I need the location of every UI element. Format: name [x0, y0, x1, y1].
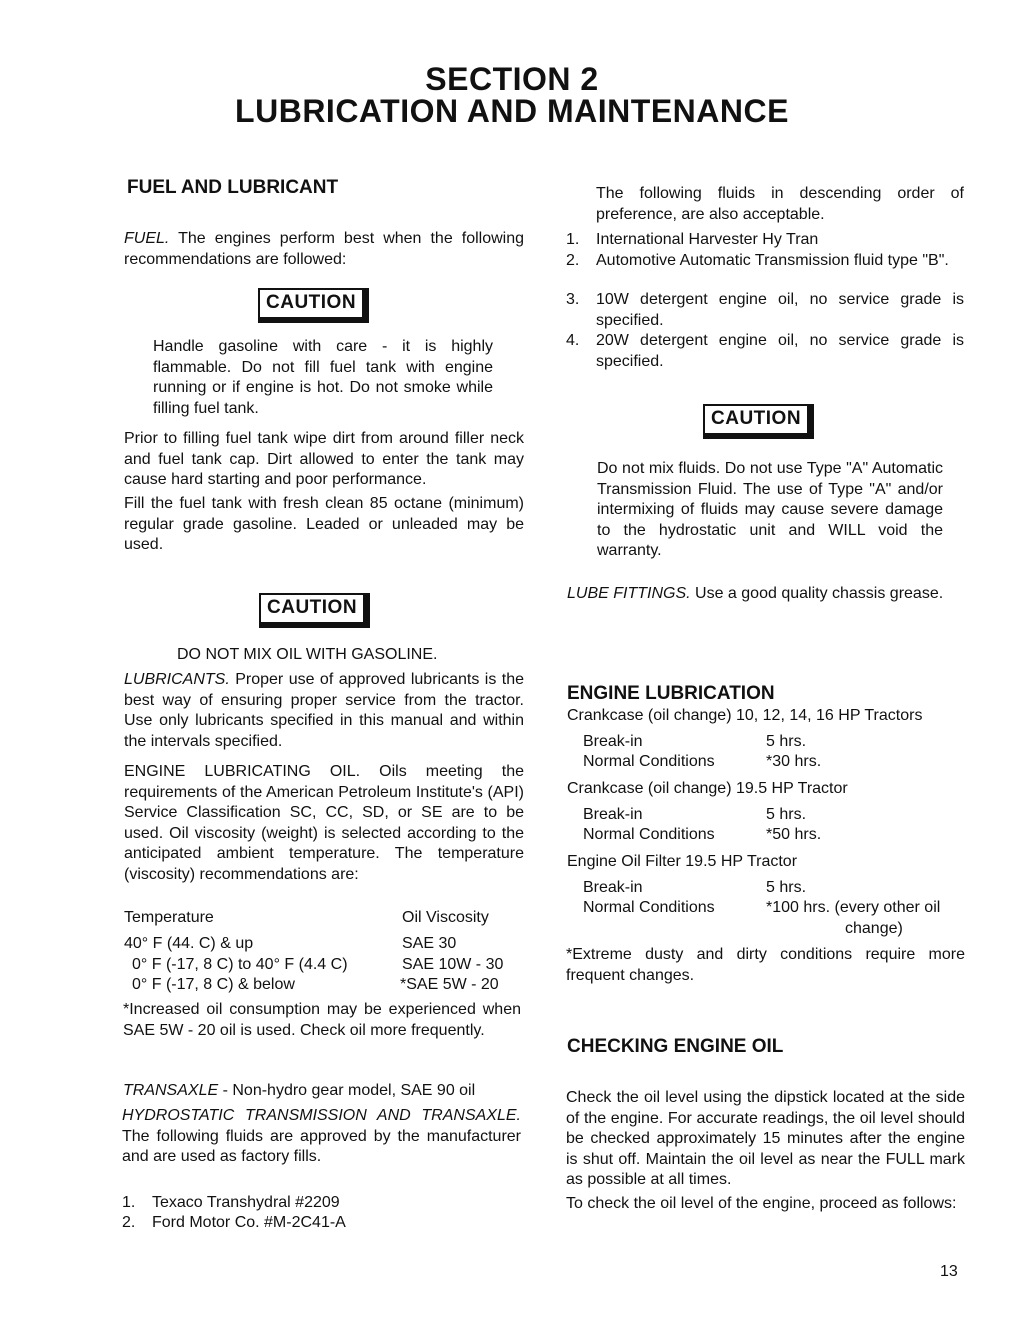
acceptable-num-4: 4.: [566, 332, 580, 349]
acceptable-fluid-4: 20W detergent engine oil, no service grade is specified.: [596, 332, 964, 370]
fuel-heading: FUEL AND LUBRICANT: [127, 177, 339, 198]
caution-box-3: CAUTION: [703, 404, 814, 439]
caution-box-2: CAUTION: [259, 593, 370, 628]
temp-table-row-1-visc: SAE 30: [402, 935, 457, 952]
check-oil-text: Check the oil level using the dipstick located at the side of the engine. For accurate readings, the oil level should be checked approximately 15 minutes after the engine is shut off. Maintain the oil level as near the FULL mark as possible at all times.: [566, 1089, 965, 1188]
page-number: 13: [940, 1263, 958, 1280]
transaxle-text: - Non-hydro gear model, SAE 90 oil: [222, 1082, 476, 1099]
hydro-label: HYDROSTATIC TRANSMISSION AND TRANSAXLE.: [122, 1107, 521, 1124]
prior-text: Prior to filling fuel tank wipe dirt from around filler neck and fuel tank cap. Dirt allowed to enter the tank may cause hard starting and poor performance.: [124, 430, 524, 488]
caution-3-text: Do not mix fluids. Do not use Type "A" Automatic Transmission Fluid. The use of Type "A" and/or intermixing of fluids may cause severe damage to the hydrostatic unit and WILL void the warranty.: [597, 460, 943, 559]
acceptable-intro: The following fluids in descending order of preference, are also acceptable.: [596, 185, 964, 223]
engine-oil-label: ENGINE LUBRICATING OIL.: [124, 763, 361, 780]
engine-oil-text: Oils meeting the requirements of the American Petroleum Institute's (API) Service Classification SC, CC, SD, or SE are to be used. Oil viscosity (weight) is selected according to the anticipated ambient temperature. The temperature (viscosity) recommendations are:: [124, 763, 524, 883]
engine-lubrication-heading: ENGINE LUBRICATION: [567, 683, 775, 704]
hydro-text: The following fluids are approved by the manufacturer and are used as factory fills.: [122, 1127, 521, 1165]
temp-table-header-viscosity: Oil Viscosity: [402, 909, 489, 926]
section-subtitle: LUBRICATION AND MAINTENANCE: [235, 93, 789, 129]
section-title: SECTION 2: [425, 61, 599, 97]
hydro-paragraph: [122, 1106, 521, 1168]
temp-table-row-1-temp: 40° F (44. C) & up: [124, 935, 254, 952]
break-in-value-3: 5 hrs.: [766, 879, 807, 896]
temp-table-row-3-temp: 0° F (-17, 8 C) & below: [132, 976, 295, 993]
acceptable-fluid-1: International Harvester Hy Tran: [596, 231, 819, 248]
normal-value-2: *50 hrs.: [766, 826, 822, 843]
crankcase-small-tractors: Crankcase (oil change) 10, 12, 14, 16 HP Tractors: [567, 707, 923, 724]
factory-fluid-num-2: 2.: [122, 1214, 136, 1231]
increased-consumption-text: *Increased oil consumption may be experienced when SAE 5W - 20 oil is used. Check oil more frequently.: [123, 1001, 521, 1039]
caution-2-text: DO NOT MIX OIL WITH GASOLINE.: [177, 646, 438, 663]
caution-box-1: CAUTION: [258, 288, 369, 323]
crankcase-19-5-tractor: Crankcase (oil change) 19.5 HP Tractor: [567, 780, 848, 797]
lubricants-text: Proper use of approved lubricants is the best way of ensuring proper service from the tractor. Use only lubricants specified in this manual and within the intervals specified.: [124, 671, 524, 750]
lubricants-label: LUBRICANTS.: [124, 671, 230, 688]
oil-filter-19-5-tractor: Engine Oil Filter 19.5 HP Tractor: [567, 853, 798, 870]
every-other-change: change): [845, 920, 903, 937]
temp-table-header-temperature: Temperature: [124, 909, 214, 926]
fill-text: Fill the fuel tank with fresh clean 85 octane (minimum) regular grade gasoline. Leaded or unleaded may be used.: [124, 495, 524, 553]
normal-label-1: Normal Conditions: [583, 753, 715, 770]
acceptable-num-2: 2.: [566, 252, 580, 269]
extreme-conditions-text: *Extreme dusty and dirty conditions require more frequent changes.: [566, 946, 965, 984]
temp-table-row-2-visc: SAE 10W - 30: [402, 956, 504, 973]
to-check-text: To check the oil level of the engine, proceed as follows:: [566, 1195, 957, 1212]
break-in-label-3: Break-in: [583, 879, 643, 896]
factory-fluid-1: Texaco Transhydral #2209: [152, 1194, 340, 1211]
fuel-text: The engines perform best when the following recommendations are followed:: [124, 230, 525, 268]
acceptable-num-3: 3.: [566, 291, 580, 308]
fuel-label: FUEL.: [124, 230, 170, 247]
normal-label-2: Normal Conditions: [583, 826, 715, 843]
normal-label-3: Normal Conditions: [583, 899, 715, 916]
normal-value-1: *30 hrs.: [766, 753, 822, 770]
engine-oil-paragraph: [124, 762, 524, 885]
factory-fluid-num-1: 1.: [122, 1194, 136, 1211]
lubricants-paragraph: [124, 670, 524, 752]
fuel-paragraph: [124, 229, 524, 270]
acceptable-num-1: 1.: [566, 231, 580, 248]
transaxle-label: TRANSAXLE: [123, 1082, 219, 1099]
factory-fluid-2: Ford Motor Co. #M-2C41-A: [152, 1214, 346, 1231]
normal-value-3: *100 hrs. (every other oil: [766, 899, 941, 916]
temp-table-row-3-visc: *SAE 5W - 20: [400, 976, 499, 993]
lube-fittings-label: LUBE FITTINGS.: [567, 585, 691, 602]
temp-table-row-2-temp: 0° F (-17, 8 C) to 40° F (4.4 C): [132, 956, 348, 973]
break-in-value-2: 5 hrs.: [766, 806, 807, 823]
checking-engine-oil-heading: CHECKING ENGINE OIL: [567, 1036, 784, 1057]
break-in-value-1: 5 hrs.: [766, 733, 807, 750]
lube-fittings-paragraph: [567, 584, 965, 605]
acceptable-fluid-2: Automotive Automatic Transmission fluid type "B".: [596, 252, 949, 269]
acceptable-fluid-3: 10W detergent engine oil, no service grade is specified.: [596, 291, 964, 329]
transaxle-paragraph: [123, 1081, 523, 1102]
lube-fittings-text: Use a good quality chassis grease.: [695, 585, 944, 602]
caution-1-text: Handle gasoline with care - it is highly flammable. Do not fill fuel tank with engine running or if engine is hot. Do not smoke while filling fuel tank.: [153, 338, 493, 417]
break-in-label-2: Break-in: [583, 806, 643, 823]
break-in-label-1: Break-in: [583, 733, 643, 750]
